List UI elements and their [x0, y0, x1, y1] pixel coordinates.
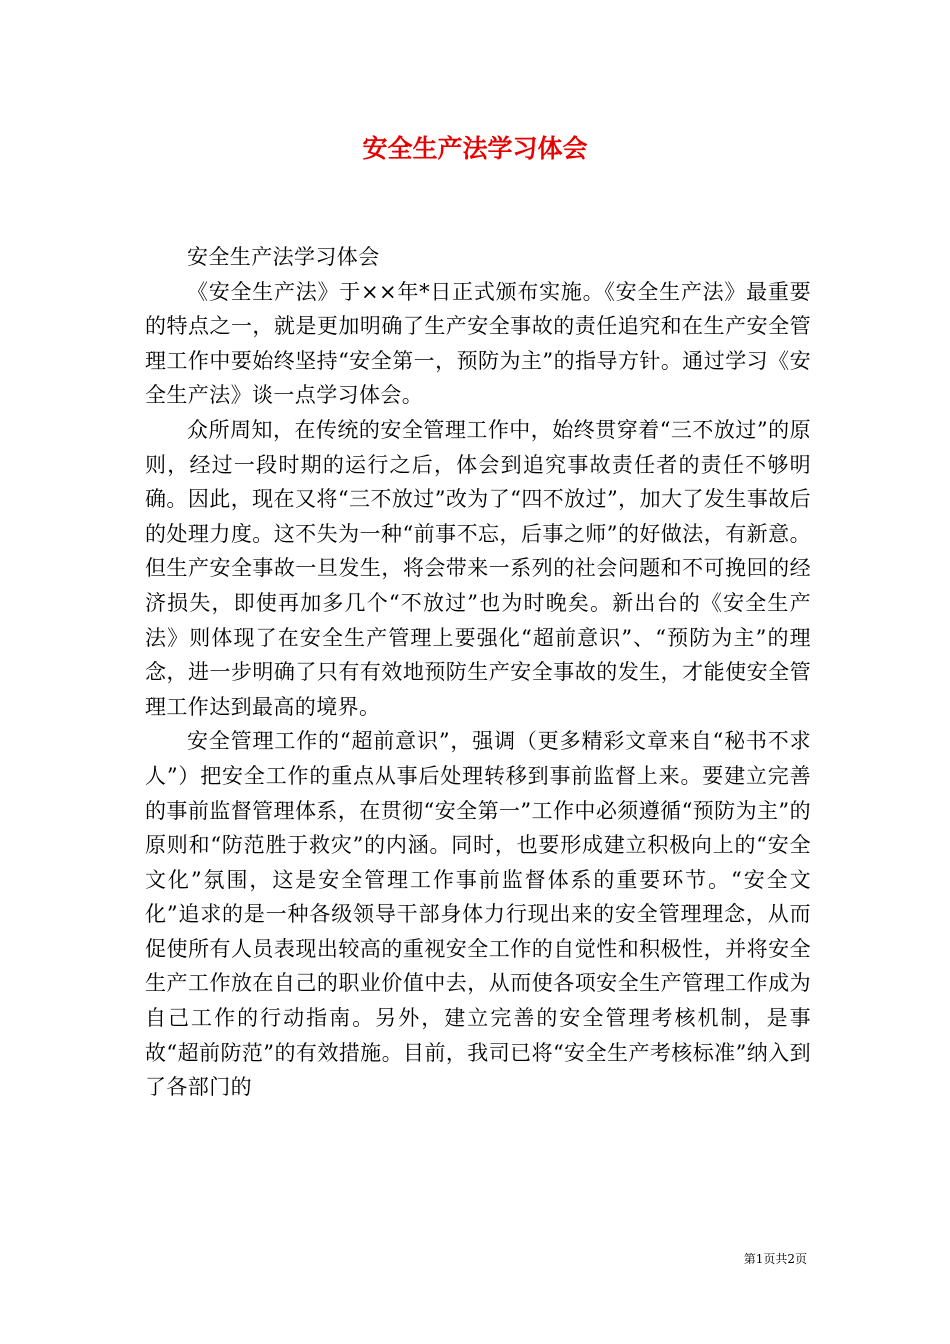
- paragraph-3: 安全管理工作的“超前意识”，强调（更多精彩文章来自“秘书不求人”）把安全工作的重点从事后处理转移到事前监督上来。要建立完善的事前监督管理体系，在贯彻“安全第一”工作中必须遵循“预防为主”的原则和“防范胜于救灾”的内涵。同时，也要形成建立积极向上的“安全文化”氛围，这是安全管理工作事前监督体系的重要环节。“安全文化”追求的是一种各级领导干部身体力行现出来的安全管理理念，从而促使所有人员表现出较高的重视安全工作的自觉性和积极性，并将安全生产工作放在自己的职业价值中去，从而使各项安全生产管理工作成为自己工作的行动指南。另外，建立完善的安全管理考核机制，是事故“超前防范”的有效措施。目前，我司已将“安全生产考核标准”纳入到了各部门的: [145, 729, 811, 1100]
- document-subtitle: 安全生产法学习体会: [187, 245, 380, 269]
- document-body: [145, 240, 811, 1105]
- page-number: 第1页共2页: [743, 1252, 807, 1266]
- paragraph-1: 《安全生产法》于××年*日正式颁布实施。《安全生产法》最重要的特点之一，就是更加明确了生产安全事故的责任追究和在生产安全管理工作中要始终坚持“安全第一，预防为主”的指导方针。通过学习《安全生产法》谈一点学习体会。: [145, 279, 811, 408]
- document-title: 安全生产法学习体会: [362, 134, 588, 163]
- paragraph-2: 众所周知，在传统的安全管理工作中，始终贯穿着“三不放过”的原则，经过一段时期的运行之后，体会到追究事故责任者的责任不够明确。因此，现在又将“三不放过”改为了“四不放过”，加大了发生事故后的处理力度。这不失为一种“前事不忘，后事之师”的好做法，有新意。但生产安全事故一旦发生，将会带来一系列的社会问题和不可挽回的经济损失，即使再加多几个“不放过”也为时晚矣。新出台的《安全生产法》则体现了在安全生产管理上要强化“超前意识”、“预防为主”的理念，进一步明确了只有有效地预防生产安全事故的发生，才能使安全管理工作达到最高的境界。: [145, 417, 811, 719]
